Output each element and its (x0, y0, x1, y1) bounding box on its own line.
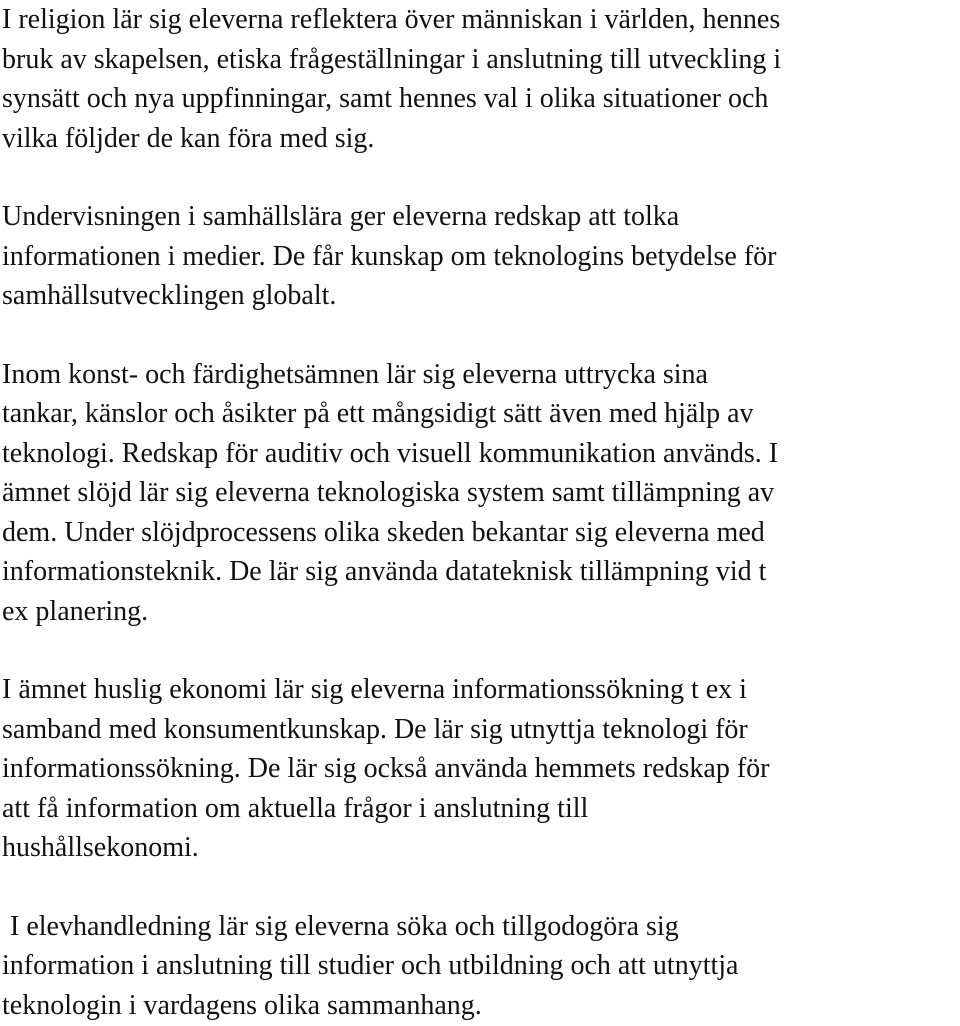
text-line: teknologi. Redskap för auditiv och visuell kommunikation används. I (2, 437, 779, 469)
text-line: hushållsekonomi. (2, 832, 199, 863)
paragraph-elevhandledning (2, 907, 960, 1026)
text-line: samband med konsumentkunskap. De lär sig utnyttja teknologi för (2, 713, 748, 745)
text-line: att få information om aktuella frågor i anslutning till (2, 792, 589, 824)
text-line: informationsteknik. De lär sig använda datateknisk tillämpning vid t (2, 556, 767, 587)
paragraph-samhallslara (2, 197, 960, 316)
text-line: ämnet slöjd lär sig eleverna teknologiska system samt tillämpning av (2, 477, 775, 508)
text-line: information i anslutning till studier och utbildning och att utnyttja (2, 950, 739, 981)
text-line: Undervisningen i samhällslära ger eleverna redskap att tolka (2, 201, 680, 232)
text-line: tankar, känslor och åsikter på ett mångsidigt sätt även med hjälp av (2, 398, 754, 429)
paragraph-huslig-ekonomi (2, 670, 960, 868)
text-line: I elevhandledning lär sig eleverna söka och tillgodogöra sig (10, 910, 679, 942)
text-line: ex planering. (2, 595, 149, 627)
text-line: vilka följder de kan föra med sig. (2, 122, 375, 154)
text-line: Inom konst- och färdighetsämnen lär sig eleverna uttrycka sina (2, 358, 708, 390)
text-line: I ämnet huslig ekonomi lär sig eleverna informationssökning t ex i (2, 674, 747, 705)
text-line: bruk av skapelsen, etiska frågeställningar i anslutning till utveckling i (2, 43, 782, 75)
text-line: informationen i medier. De får kunskap om teknologins betydelse för (2, 240, 777, 272)
text-line: synsätt och nya uppfinningar, samt hennes val i olika situationer och (2, 83, 769, 114)
paragraph-religion (2, 0, 960, 158)
text-line: dem. Under slöjdprocessens olika skeden bekantar sig eleverna med (2, 516, 765, 548)
text-line: teknologin i vardagens olika sammanhang. (2, 989, 482, 1021)
text-line: samhällsutvecklingen globalt. (2, 280, 337, 311)
text-line: I religion lär sig eleverna reflektera över människan i världen, hennes (2, 4, 781, 35)
paragraph-konst-och-fardighetsamnen (2, 355, 960, 632)
text-line: informationssökning. De lär sig också använda hemmets redskap för (2, 753, 770, 784)
